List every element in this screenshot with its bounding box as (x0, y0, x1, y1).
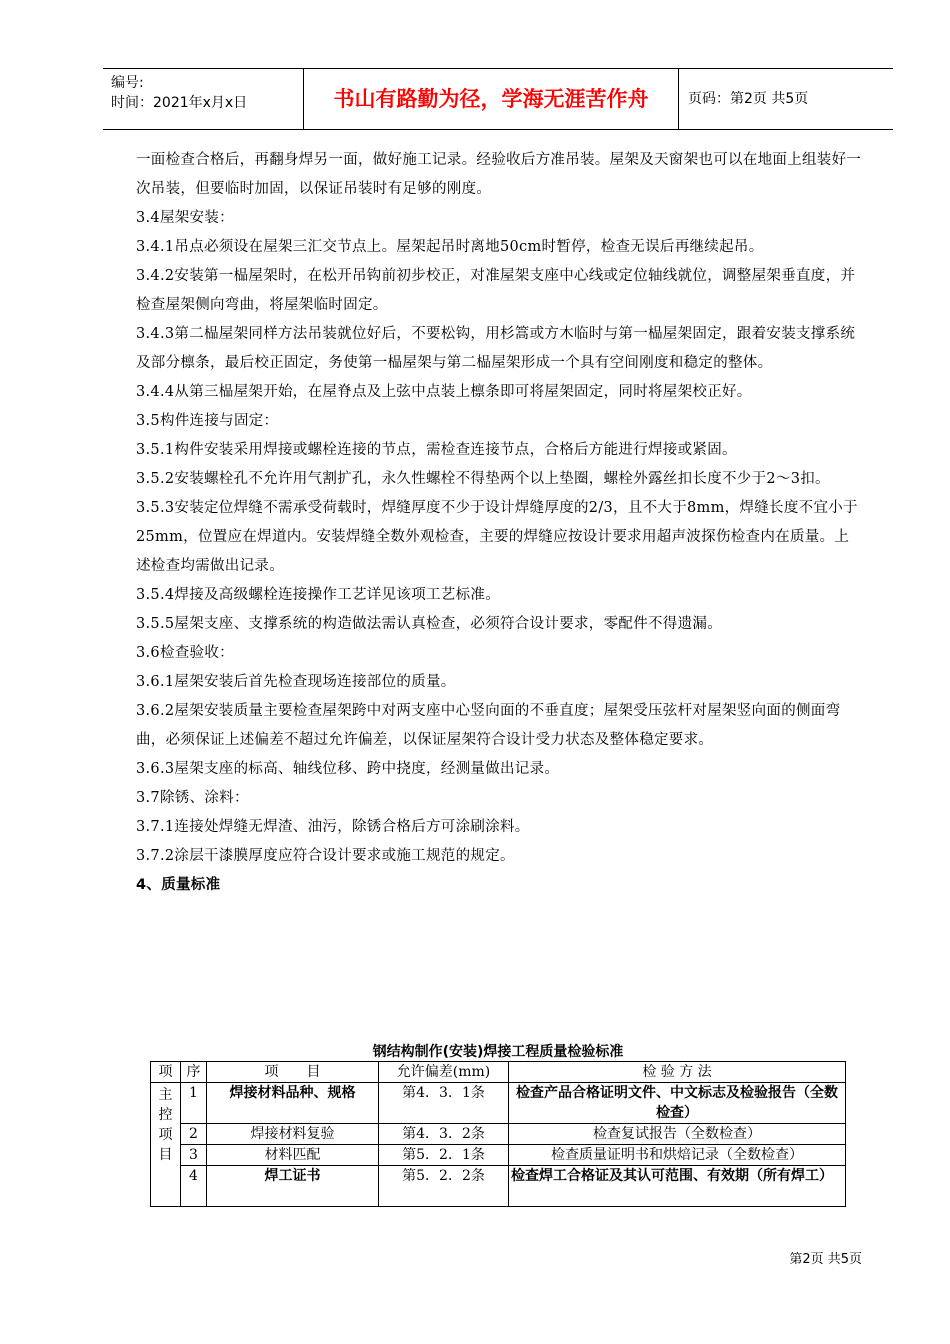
column-header: 检 验 方 法 (509, 1062, 846, 1083)
paragraph: 3.4.4从第三榀屋架开始，在屋脊点及上弦中点装上檩条即可将屋架固定，同时将屋架校正好。 (136, 384, 752, 400)
paragraph: 一面检查合格后，再翻身焊另一面，做好施工记录。经验收后方准吊装。屋架及天窗架也可以在地面上组装好一次吊装，但要临时加固，以保证吊装时有足够的刚度。 (136, 152, 862, 197)
paragraph: 3.5.4焊接及高级螺栓连接操作工艺详见该项工艺标准。 (136, 587, 500, 603)
paragraph: 3.5.1构件安装采用焊接或螺栓连接的节点，需检查连接节点，合格后方能进行焊接或紧固。 (136, 442, 737, 458)
table-row (151, 1166, 846, 1207)
item-cell: 材料匹配 (207, 1145, 379, 1166)
paragraph: 3.6.2屋架安装质量主要检查屋架跨中对两支座中心竖向面的不垂直度；屋架受压弦杆对屋架竖向面的侧面弯曲，必须保证上述偏差不超过允许偏差，以保证屋架符合设计受力状态及整体稳定要求。 (136, 703, 841, 748)
paragraph: 3.6.3屋架支座的标高、轴线位移、跨中挠度，经测量做出记录。 (136, 761, 560, 777)
seq-cell: 1 (181, 1083, 207, 1124)
page-footer: 第2页 共5页 (789, 1252, 862, 1267)
paragraph: 3.7.2涂层干漆膜厚度应符合设计要求或施工规范的规定。 (136, 848, 515, 864)
quality-standard-table (150, 1061, 846, 1207)
column-header: 序 (181, 1062, 207, 1083)
section-subheading: 3.4屋架安装： (136, 210, 234, 226)
document-body (136, 146, 862, 900)
method-cell: 检查产品合格证明文件、中文标志及检验报告（全数检查） (509, 1083, 846, 1124)
seq-cell: 3 (181, 1145, 207, 1166)
paragraph: 3.6.1屋架安装后首先检查现场连接部位的质量。 (136, 674, 456, 690)
header-divider (678, 69, 679, 129)
tolerance-cell: 第5．2．2条 (379, 1166, 509, 1207)
item-cell: 焊接材料品种、规格 (207, 1083, 379, 1124)
paragraph: 3.5.3安装定位焊缝不需承受荷载时，焊缝厚度不少于设计焊缝厚度的2/3，且不大于8mm，焊缝长度不宜小于25mm，位置应在焊道内。安装焊缝全数外观检查，主要的焊缝应按设计要求用超声波探伤检查内在质量。上述检查均需做出记录。 (136, 500, 858, 574)
column-header: 项 (151, 1062, 181, 1083)
column-header: 项 目 (207, 1062, 379, 1083)
paragraph: 3.4.3第二榀屋架同样方法吊装就位好后，不要松钩，用杉篙或方木临时与第一榀屋架固定，跟着安装支撑系统及部分檩条，最后校正固定，务使第一榀屋架与第二榀屋架形成一个具有空间刚度和稳定的整体。 (136, 326, 856, 371)
header-motto: 书山有路勤为径，学海无涯苦作舟 (333, 87, 649, 111)
table-row (151, 1083, 846, 1124)
seq-cell: 2 (181, 1124, 207, 1145)
table-title: 钢结构制作(安装)焊接工程质量检验标准 (372, 1044, 624, 1060)
header-page-info: 页码：第2页 共5页 (688, 91, 809, 107)
table-row (151, 1124, 846, 1145)
section-subheading: 3.5构件连接与固定： (136, 413, 279, 429)
tolerance-cell: 第4．3．1条 (379, 1083, 509, 1124)
section-subheading: 3.6检查验收： (136, 645, 234, 661)
tolerance-cell: 第5．2．1条 (379, 1145, 509, 1166)
paragraph: 3.4.1吊点必须设在屋架三汇交节点上。屋架起吊时离地50cm时暂停，检查无误后再继续起吊。 (136, 239, 764, 255)
seq-cell: 4 (181, 1166, 207, 1207)
paragraph: 3.5.2安装螺栓孔不允许用气割扩孔，永久性螺栓不得垫两个以上垫圈，螺栓外露丝扣长度不少于2～3扣。 (136, 471, 830, 487)
category-cell: 主控项目 (151, 1083, 181, 1207)
item-cell: 焊接材料复验 (207, 1124, 379, 1145)
column-header: 允许偏差(mm) (379, 1062, 509, 1083)
page-header (103, 68, 893, 130)
paragraph: 3.7.1连接处焊缝无焊渣、油污，除锈合格后方可涂刷涂料。 (136, 819, 530, 835)
method-cell: 检查焊工合格证及其认可范围、有效期（所有焊工） (509, 1166, 846, 1207)
table-header-row (151, 1062, 846, 1083)
table-row (151, 1145, 846, 1166)
header-meta (111, 73, 301, 113)
document-number-label: 编号: (111, 75, 144, 91)
method-cell: 检查复试报告（全数检查） (509, 1124, 846, 1145)
tolerance-cell: 第4．3．2条 (379, 1124, 509, 1145)
paragraph: 3.4.2安装第一榀屋架时，在松开吊钩前初步校正，对准屋架支座中心线或定位轴线就位，调整屋架垂直度，并检查屋架侧向弯曲，将屋架临时固定。 (136, 268, 856, 313)
section-heading: 4、质量标准 (136, 877, 221, 893)
document-date: 时间：2021年x月x日 (111, 95, 248, 111)
section-subheading: 3.7除锈、涂料： (136, 790, 249, 806)
method-cell: 检查质量证明书和烘焙记录（全数检查） (509, 1145, 846, 1166)
item-cell: 焊工证书 (207, 1166, 379, 1207)
paragraph: 3.5.5屋架支座、支撑系统的构造做法需认真检查，必须符合设计要求，零配件不得遗漏。 (136, 616, 722, 632)
